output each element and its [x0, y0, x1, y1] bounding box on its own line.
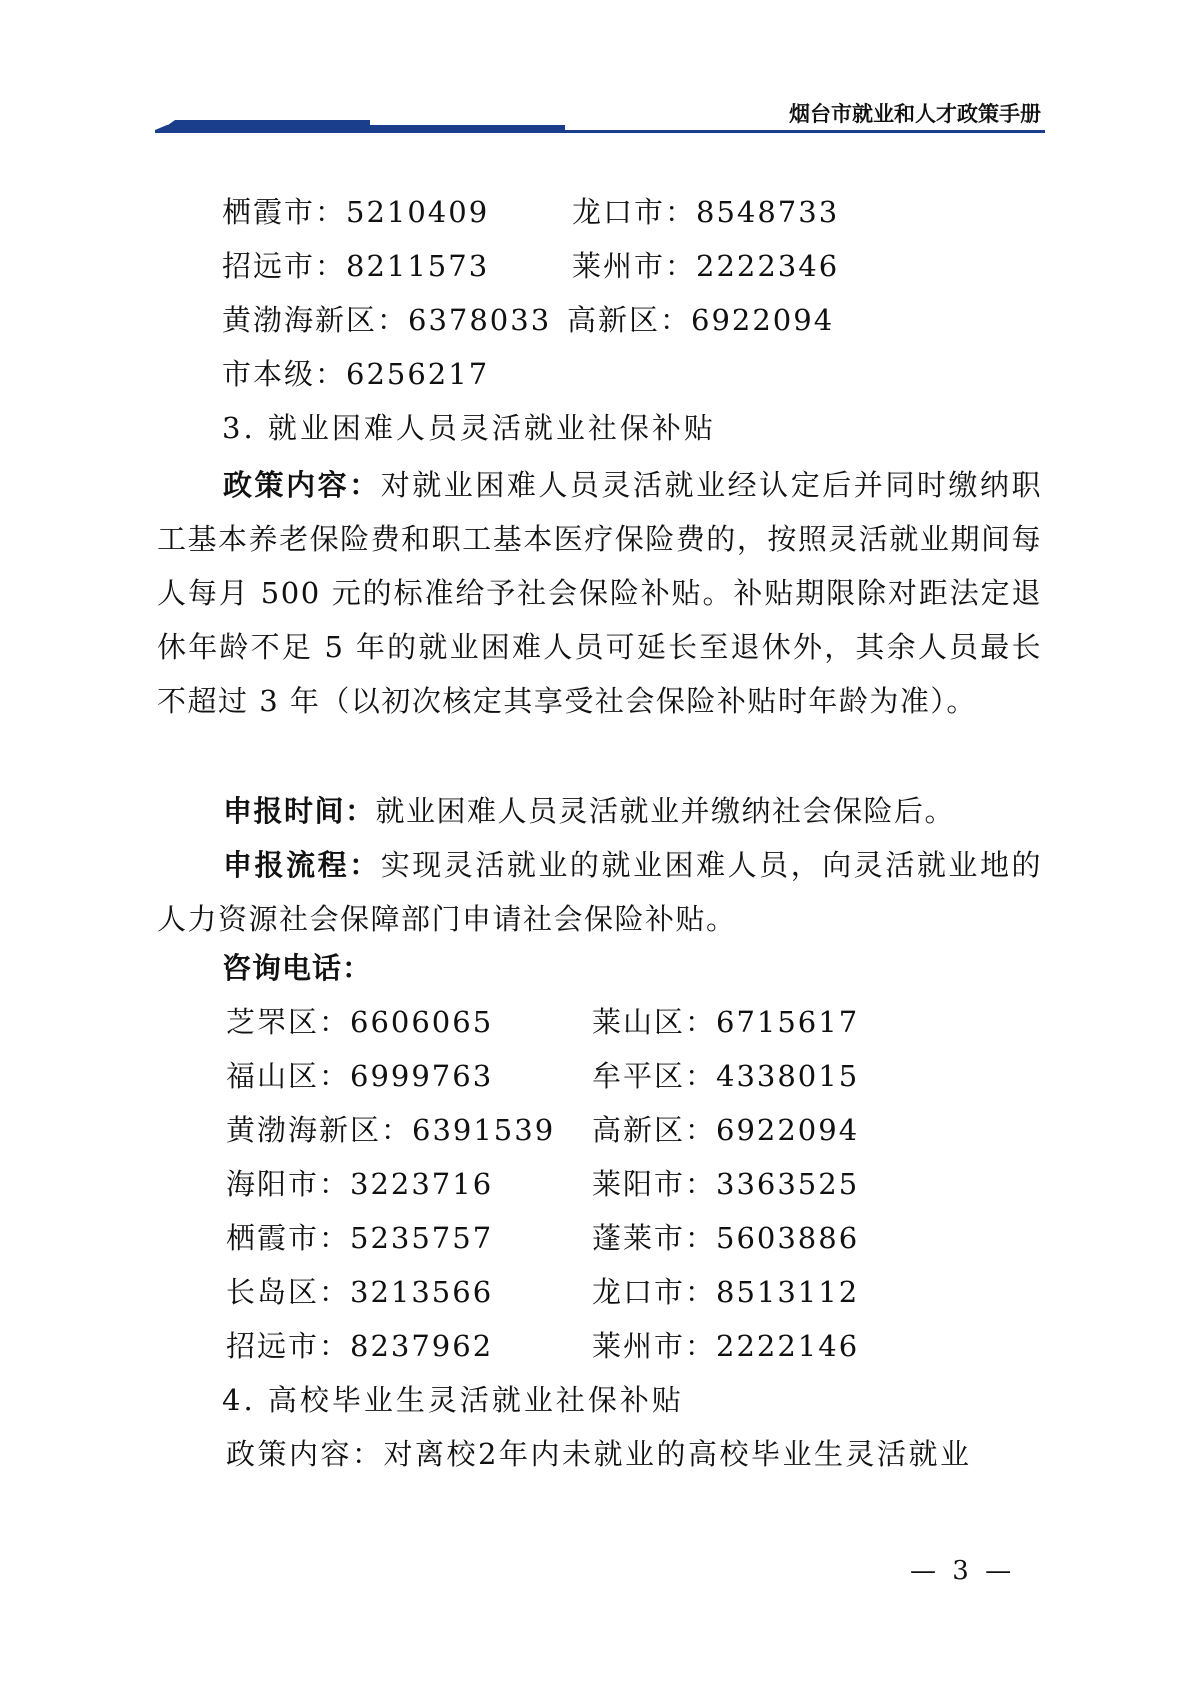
section3-process	[157, 838, 1042, 946]
policy-label: 政策内容：	[223, 468, 381, 502]
section3-time	[157, 784, 1042, 838]
policy-text: 对就业困难人员灵活就业经认定后并同时缴纳职工基本养老保险费和职工基本医疗保险费的，按照灵活就业期间每人每月 500 元的标准给予社会保险补贴。补贴期限除对距法定退休年龄不足 5 年的就业困难人员可延长至退休外，其余人员最长不超过 3 年（以初次核定其享受社会保险补贴时年龄为准）。	[157, 468, 1042, 718]
phone-entry: 莱州市：2222346	[572, 249, 840, 283]
phone-entry: 黄渤海新区：6391539	[226, 1113, 556, 1147]
phone-entry: 龙口市：8513112	[592, 1275, 860, 1309]
time-label: 申报时间：	[223, 794, 376, 828]
section4-policy: 政策内容：对离校2年内未就业的高校毕业生灵活就业	[226, 1437, 972, 1471]
phone-entry: 莱阳市：3363525	[592, 1167, 860, 1201]
phone-entry: 栖霞市：5235757	[226, 1221, 494, 1255]
section4-heading: 4. 高校毕业生灵活就业社保补贴	[222, 1383, 684, 1417]
phone-entry: 高新区：6922094	[592, 1113, 860, 1147]
section3-heading: 3. 就业困难人员灵活就业社保补贴	[222, 411, 716, 445]
phone-entry: 招远市：8237962	[226, 1329, 494, 1363]
phone-entry: 高新区：6922094	[567, 303, 835, 337]
phone-entry: 招远市：8211573	[222, 249, 490, 283]
process-label: 申报流程：	[223, 848, 381, 882]
time-text: 就业困难人员灵活就业并缴纳社会保险后。	[375, 794, 956, 828]
phone-entry: 蓬莱市：5603886	[592, 1221, 860, 1255]
phone-entry: 市本级：6256217	[222, 357, 490, 391]
phone-entry: 芝罘区：6606065	[226, 1005, 494, 1039]
section3-policy	[157, 458, 1042, 728]
phone-entry: 龙口市：8548733	[572, 195, 840, 229]
phone-entry: 栖霞市：5210409	[222, 195, 490, 229]
phone-entry: 牟平区：4338015	[592, 1059, 860, 1093]
phone-entry: 福山区：6999763	[226, 1059, 494, 1093]
phone-entry: 莱州市：2222146	[592, 1329, 860, 1363]
process-text: 实现灵活就业的就业困难人员，向灵活就业地的人力资源社会保障部门申请社会保险补贴。	[157, 848, 1042, 936]
phone-entry: 黄渤海新区：6378033	[222, 303, 552, 337]
header-rule	[155, 120, 1045, 134]
phone-label: 咨询电话：	[222, 951, 373, 985]
phone-entry: 海阳市：3223716	[226, 1167, 494, 1201]
phone-entry: 莱山区：6715617	[592, 1005, 860, 1039]
header-title: 烟台市就业和人才政策手册	[789, 102, 1041, 126]
phone-entry: 长岛区：3213566	[226, 1275, 494, 1309]
page-number: — 3 —	[910, 1556, 1016, 1586]
